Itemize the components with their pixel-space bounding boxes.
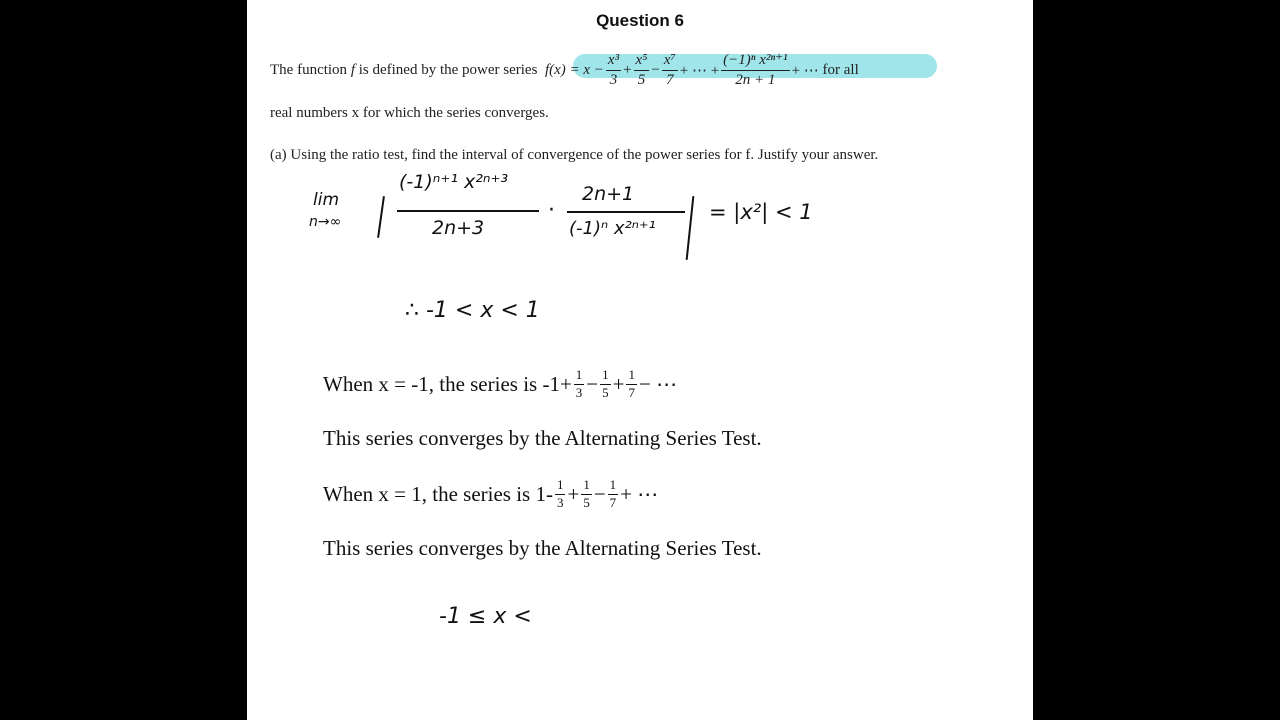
endpoint-pos-line xyxy=(323,472,658,516)
endpoint-pos-frac-3: $\frac{1}{7}$ xyxy=(609,477,617,510)
intro-line-1 xyxy=(270,52,859,88)
series-term-2: $\frac{\text{x⁵}}{5}$ xyxy=(635,52,648,88)
document-page xyxy=(247,0,1033,720)
hw-frac2-line xyxy=(567,211,685,213)
series-op-3: + ⋯ + xyxy=(679,62,720,79)
endpoint-pos-op-2: − xyxy=(593,481,606,506)
intro-line-2: real numbers x for which the series converges. xyxy=(270,105,549,121)
hw-frac1-line xyxy=(397,210,539,212)
hw-therefore: ∴ -1 < x < 1 xyxy=(405,298,540,323)
endpoint-neg-op-1: − xyxy=(586,371,599,396)
endpoint-pos-conclusion: This series converges by the Alternating Series Test. xyxy=(323,536,762,560)
hw-abs-bar-right xyxy=(686,196,695,260)
endpoint-neg-frac-2: $\frac{1}{5}$ xyxy=(602,367,609,400)
function-name: f xyxy=(350,61,355,78)
endpoint-neg-frac-3: $\frac{1}{7}$ xyxy=(628,367,635,400)
intro-text-pre: The function xyxy=(270,61,348,78)
hw-frac1-den: 2n+3 xyxy=(432,217,485,239)
series-general-term: $\frac{\text{(−1)ⁿ x²ⁿ⁺¹}}{2n + 1}$ xyxy=(723,52,788,88)
endpoint-neg-tail: − ⋯ xyxy=(638,371,678,396)
part-a-prompt: (a) Using the ratio test, find the interval of convergence of the power series for f. Justify your answer. xyxy=(270,147,879,163)
intro-text-post: for all xyxy=(822,61,859,78)
series-op-2: − xyxy=(651,61,660,78)
endpoint-pos-frac-1: $\frac{1}{3}$ xyxy=(556,477,564,510)
hw-lim-sub: n→∞ xyxy=(309,214,342,230)
endpoint-neg-conclusion: This series converges by the Alternating Series Test. xyxy=(323,426,762,450)
hw-final-interval: -1 ≤ x < xyxy=(439,604,532,629)
endpoint-pos-frac-2: $\frac{1}{5}$ xyxy=(583,477,590,510)
endpoint-pos-tail: + ⋯ xyxy=(620,481,659,506)
series-term-1: $\frac{\text{x³}}{3}$ xyxy=(607,52,620,88)
endpoint-neg-line xyxy=(323,362,677,406)
endpoint-neg-frac-1: $\frac{1}{3}$ xyxy=(575,367,583,400)
hw-lim: lim xyxy=(313,190,340,210)
question-title: Question 6 xyxy=(596,11,684,30)
series-lhs: f(x) = x − xyxy=(544,61,604,78)
hw-result: = |x²| < 1 xyxy=(709,200,813,224)
series-tail: + ⋯ xyxy=(791,62,819,79)
hw-frac2-num: 2n+1 xyxy=(582,183,635,205)
endpoint-neg-text: When x = -1, the series is -1+ xyxy=(323,371,572,396)
hw-abs-bar-left xyxy=(377,196,385,238)
endpoint-pos-text: When x = 1, the series is 1- xyxy=(323,481,553,506)
series-op-1: + xyxy=(623,61,632,78)
hw-dot: · xyxy=(548,198,555,223)
series-term-3: $\frac{\text{x⁷}}{7}$ xyxy=(663,52,676,88)
endpoint-pos-op-1: + xyxy=(567,481,580,506)
hw-frac2-den: (-1)ⁿ x²ⁿ⁺¹ xyxy=(569,218,656,239)
intro-text-mid: is defined by the power series xyxy=(358,61,538,78)
hw-frac1-num: (-1)ⁿ⁺¹ x²ⁿ⁺³ xyxy=(399,171,509,193)
endpoint-neg-op-2: + xyxy=(612,371,625,396)
